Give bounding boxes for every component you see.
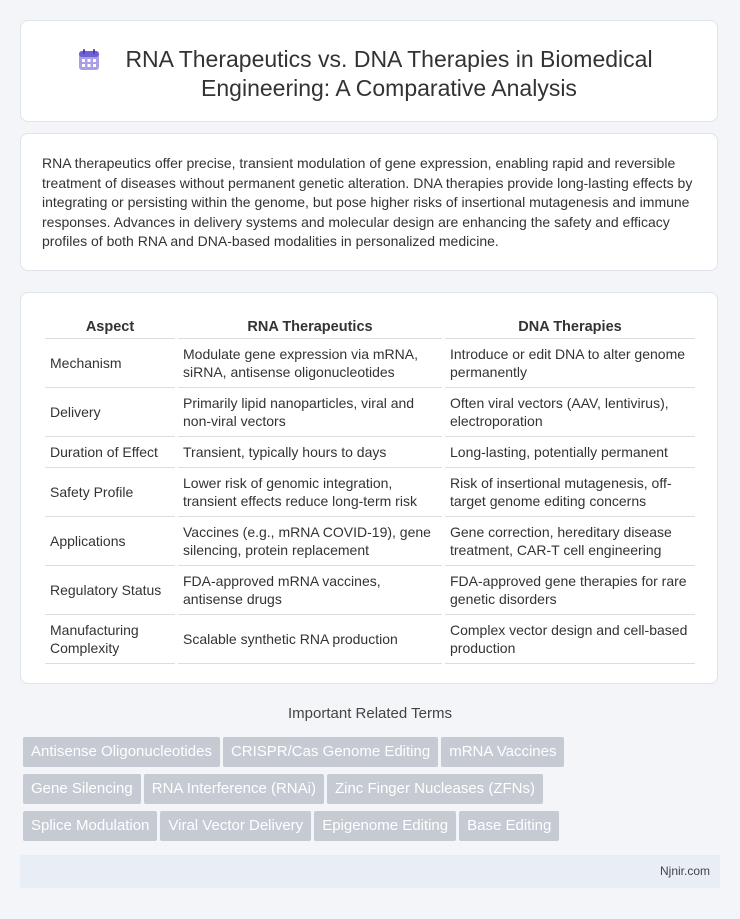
table-row: [45, 437, 695, 468]
term-tag[interactable]: Antisense Oligonucleotides: [23, 737, 220, 767]
term-tag[interactable]: mRNA Vaccines: [441, 737, 564, 767]
table-cell: Transient, typically hours to days: [178, 437, 442, 468]
table-cell: Long-lasting, potentially permanent: [445, 437, 695, 468]
term-tag[interactable]: Splice Modulation: [23, 811, 157, 841]
header-rna: RNA Therapeutics: [178, 315, 442, 339]
header-dna: DNA Therapies: [445, 315, 695, 339]
comparison-table: [42, 315, 698, 664]
table-cell: Lower risk of genomic integration, transient effects reduce long-term risk: [178, 468, 442, 517]
table-cell: Complex vector design and cell-based production: [445, 615, 695, 664]
term-tag[interactable]: RNA Interference (RNAi): [144, 774, 324, 804]
table-row: [45, 468, 695, 517]
related-terms-heading: Important Related Terms: [288, 705, 452, 722]
page-title: RNA Therapeutics vs. DNA Therapies in Biomedical Engineering: A Comparative Analysis: [125, 46, 653, 101]
term-tag[interactable]: Gene Silencing: [23, 774, 141, 804]
term-tag[interactable]: CRISPR/Cas Genome Editing: [223, 737, 438, 767]
term-tag[interactable]: Zinc Finger Nucleases (ZFNs): [327, 774, 543, 804]
intro-paragraph: RNA therapeutics offer precise, transient modulation of gene expression, enabling rapid and reversible treatment of diseases without permanent genetic alteration. DNA therapies provide long-lasting effects by integrating or persisting within the genome, but pose higher risks of insertional mutagenesis and immune responses. Advances in delivery systems and molecular design are enhancing the safety and efficacy profiles of both RNA and DNA-based modalities in personalized medicine.: [42, 155, 693, 250]
footer-site-name[interactable]: Njnir.com: [659, 864, 710, 878]
table-row: [45, 517, 695, 566]
related-terms-list: [23, 737, 703, 848]
intro-card: [20, 133, 718, 271]
table-cell: Regulatory Status: [45, 566, 175, 615]
table-cell: Mechanism: [45, 339, 175, 388]
table-cell: Manufacturing Complexity: [45, 615, 175, 664]
table-row: [45, 388, 695, 437]
term-tag[interactable]: Base Editing: [459, 811, 559, 841]
table-cell: FDA-approved gene therapies for rare genetic disorders: [445, 566, 695, 615]
footer: [20, 855, 720, 888]
table-cell: Vaccines (e.g., mRNA COVID-19), gene silencing, protein replacement: [178, 517, 442, 566]
table-row: [45, 566, 695, 615]
table-cell: Applications: [45, 517, 175, 566]
table-row: [45, 339, 695, 388]
table-cell: Delivery: [45, 388, 175, 437]
header-aspect: Aspect: [45, 315, 175, 339]
table-cell: Modulate gene expression via mRNA, siRNA, antisense oligonucleotides: [178, 339, 442, 388]
term-tag[interactable]: Epigenome Editing: [314, 811, 456, 841]
table-cell: Scalable synthetic RNA production: [178, 615, 442, 664]
table-cell: Gene correction, hereditary disease treatment, CAR-T cell engineering: [445, 517, 695, 566]
table-cell: Risk of insertional mutagenesis, off-target genome editing concerns: [445, 468, 695, 517]
table-cell: Often viral vectors (AAV, lentivirus), electroporation: [445, 388, 695, 437]
table-header-row: [45, 315, 695, 339]
table-row: [45, 615, 695, 664]
term-tag[interactable]: Viral Vector Delivery: [160, 811, 311, 841]
table-cell: Primarily lipid nanoparticles, viral and non-viral vectors: [178, 388, 442, 437]
title-card: [20, 20, 718, 122]
table-cell: Safety Profile: [45, 468, 175, 517]
table-cell: Duration of Effect: [45, 437, 175, 468]
comparison-table-card: [20, 292, 718, 684]
table-cell: Introduce or edit DNA to alter genome permanently: [445, 339, 695, 388]
table-cell: FDA-approved mRNA vaccines, antisense drugs: [178, 566, 442, 615]
